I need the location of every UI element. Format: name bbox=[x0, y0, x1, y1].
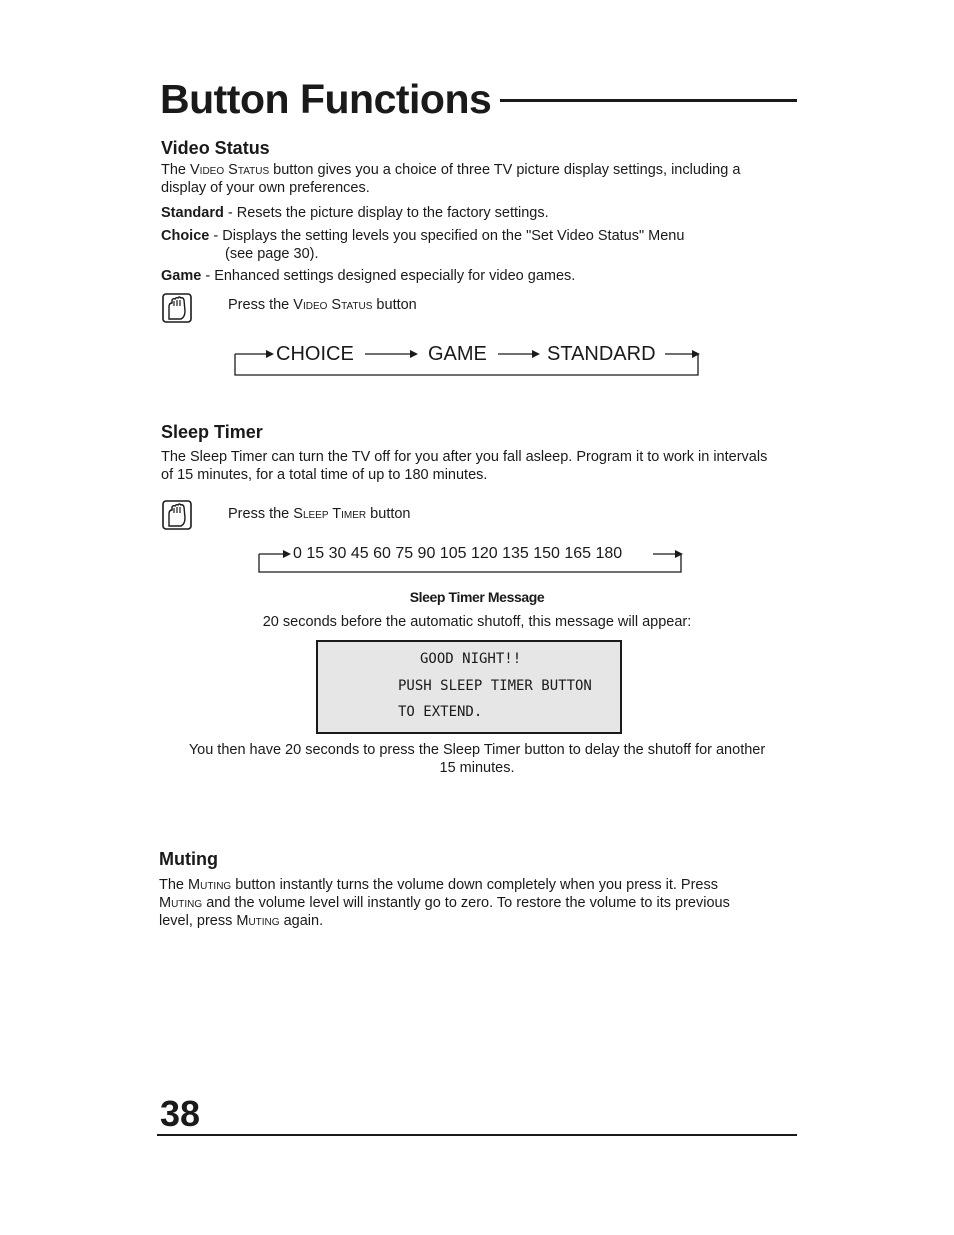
choice-definition: Choice - Displays the setting levels you specified on the "Set Video Status" Menu (see page 30). bbox=[161, 228, 685, 262]
muting-paragraph: The Muting button instantly turns the volume down completely when you press it. Press Muting and the volume level will instantly go to zero. To restore the volume to its previous level, press Muting again. bbox=[159, 877, 730, 929]
footer-rule bbox=[157, 1134, 797, 1136]
press-sleep-timer-instruction: Press the Sleep Timer button bbox=[228, 506, 411, 522]
sleep-timer-after-message: You then have 20 seconds to press the Sleep Timer button to delay the shutoff for another 15 minutes. bbox=[188, 742, 766, 776]
video-status-intro: The Video Status button gives you a choice of three TV picture display settings, including a display of your own preferences. bbox=[161, 162, 741, 196]
press-hand-icon bbox=[162, 293, 192, 323]
message-line-2: PUSH SLEEP TIMER BUTTON bbox=[398, 678, 592, 694]
sleep-timer-sequence: 0 15 30 45 60 75 90 105 120 135 150 165 180 bbox=[293, 545, 623, 562]
title-rule bbox=[500, 99, 797, 102]
flow-standard: STANDARD bbox=[547, 343, 656, 365]
game-definition: Game - Enhanced settings designed especially for video games. bbox=[161, 268, 576, 284]
press-video-status-instruction: Press the Video Status button bbox=[228, 297, 417, 313]
sleep-timer-heading: Sleep Timer bbox=[161, 422, 263, 442]
sleep-timer-intro: The Sleep Timer can turn the TV off for you after you fall asleep. Program it to work in intervals of 15 minutes, for a total time of up to 180 minutes. bbox=[161, 449, 768, 483]
sleep-timer-message-heading: Sleep Timer Message bbox=[409, 589, 545, 605]
standard-definition: Standard - Resets the picture display to the factory settings. bbox=[161, 205, 549, 221]
page-number: 38 bbox=[160, 1093, 201, 1134]
flow-game: GAME bbox=[428, 343, 487, 365]
message-line-3: TO EXTEND. bbox=[398, 704, 483, 720]
flow-choice: CHOICE bbox=[276, 343, 354, 365]
muting-heading: Muting bbox=[159, 849, 218, 869]
sleep-timer-message-intro: 20 seconds before the automatic shutoff, this message will appear: bbox=[262, 614, 692, 630]
press-hand-icon bbox=[162, 500, 192, 530]
video-status-heading: Video Status bbox=[161, 138, 270, 158]
message-line-1: GOOD NIGHT!! bbox=[420, 651, 522, 667]
page-title: Button Functions bbox=[160, 76, 492, 122]
